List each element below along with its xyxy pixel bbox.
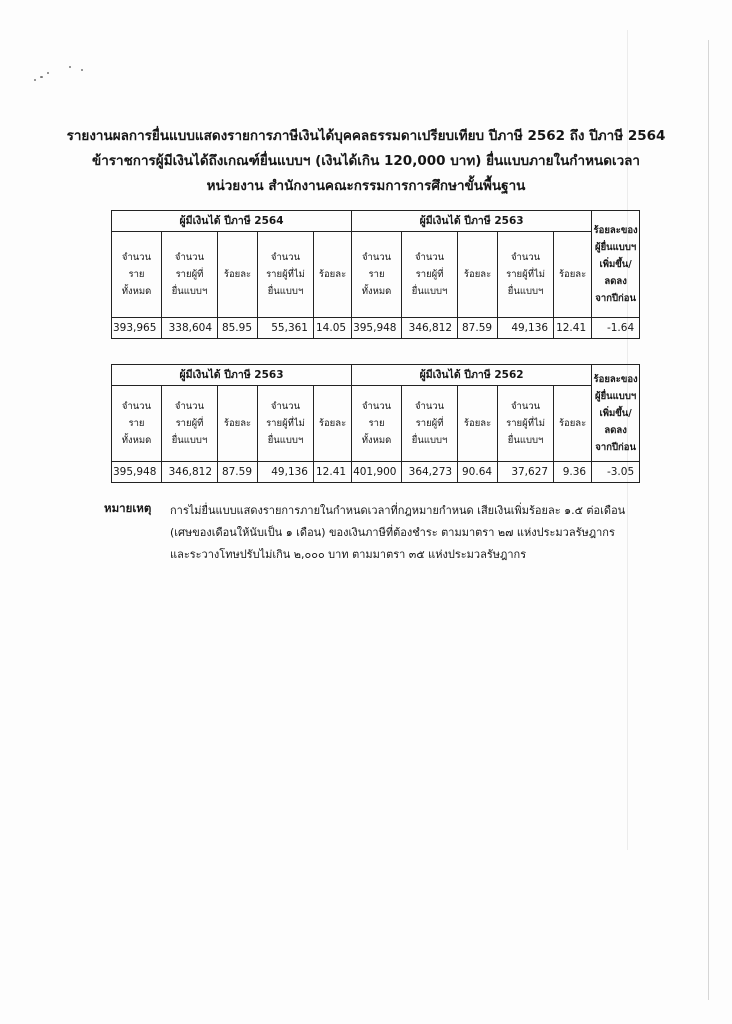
scan-speck: [40, 76, 43, 78]
cell-total-previous: 395,948: [352, 318, 402, 339]
table-group-header-row: [112, 365, 640, 386]
cell-not-filed-current: 55,361: [258, 318, 314, 339]
group-header-current-year: ผู้มีเงินได้ ปีภาษี 2564: [112, 211, 352, 232]
header-total-count: จำนวน ราย ทั้งหมด: [352, 386, 402, 462]
header-not-filed-percent: ร้อยละ: [314, 386, 352, 462]
cell-not-filed-previous: 37,627: [498, 462, 554, 483]
header-not-filed-count: จำนวน รายผู้ที่ไม่ ยื่นแบบฯ: [258, 386, 314, 462]
cell-percent-change: -3.05: [592, 462, 640, 483]
scan-speck: [69, 66, 71, 68]
header-filed-count: จำนวน รายผู้ที่ ยื่นแบบฯ: [162, 386, 218, 462]
note-label: หมายเหตุ: [104, 501, 152, 515]
cell-total-current: 395,948: [112, 462, 162, 483]
cell-filed-percent-previous: 90.64: [458, 462, 498, 483]
header-not-filed-count: จำนวน รายผู้ที่ไม่ ยื่นแบบฯ: [258, 232, 314, 318]
header-filed-percent: ร้อยละ: [458, 386, 498, 462]
header-filed-percent: ร้อยละ: [218, 386, 258, 462]
report-title-line-3: หน่วยงาน สำนักงานคณะกรรมการการศึกษาขั้นพื้นฐาน: [206, 178, 526, 194]
group-header-previous-year: ผู้มีเงินได้ ปีภาษี 2562: [352, 365, 592, 386]
cell-total-previous: 401,900: [352, 462, 402, 483]
group-header-previous-year: ผู้มีเงินได้ ปีภาษี 2563: [352, 211, 592, 232]
table-row: [112, 318, 640, 339]
header-total-count: จำนวน ราย ทั้งหมด: [352, 232, 402, 318]
scan-speck: [34, 79, 36, 81]
cell-not-filed-previous: 49,136: [498, 318, 554, 339]
cell-percent-change: -1.64: [592, 318, 640, 339]
group-header-current-year: ผู้มีเงินได้ ปีภาษี 2563: [112, 365, 352, 386]
header-not-filed-percent: ร้อยละ: [314, 232, 352, 318]
header-filed-percent: ร้อยละ: [458, 232, 498, 318]
note-line-1: การไม่ยื่นแบบแสดงรายการภายในกำหนดเวลาที่กฎหมายกำหนด เสียเงินเพิ่มร้อยละ ๑.๕ ต่อเดือน: [170, 504, 626, 517]
note-line-3: และระวางโทษปรับไม่เกิน ๒,๐๐๐ บาท ตามมาตรา ๓๕ แห่งประมวลรัษฎากร: [170, 548, 527, 561]
header-filed-count: จำนวน รายผู้ที่ ยื่นแบบฯ: [402, 232, 458, 318]
cell-filed-percent-current: 85.95: [218, 318, 258, 339]
cell-filed-current: 338,604: [162, 318, 218, 339]
table-column-header-row: [112, 232, 640, 318]
table-group-header-row: [112, 211, 640, 232]
comparison-table-2564-2563: [111, 210, 640, 339]
header-percent-change: ร้อยละของ ผู้ยื่นแบบฯ เพิ่มขึ้น/ ลดลง จากปีก่อน: [592, 211, 640, 318]
note-line-2: (เศษของเดือนให้นับเป็น ๑ เดือน) ของเงินภาษีที่ต้องชำระ ตามมาตรา ๒๗ แห่งประมวลรัษฎากร: [170, 526, 615, 539]
header-not-filed-percent: ร้อยละ: [554, 386, 592, 462]
comparison-table-2563-2562: [111, 364, 640, 483]
header-percent-change: ร้อยละของ ผู้ยื่นแบบฯ เพิ่มขึ้น/ ลดลง จากปีก่อน: [592, 365, 640, 462]
report-title-line-2: ข้าราชการผู้มีเงินได้ถึงเกณฑ์ยื่นแบบฯ (เงินได้เกิน 120,000 บาท) ยื่นแบบภายในกำหนดเวลา: [91, 153, 641, 169]
cell-filed-previous: 364,273: [402, 462, 458, 483]
cell-filed-percent-current: 87.59: [218, 462, 258, 483]
report-title-line-1: รายงานผลการยื่นแบบแสดงรายการภาษีเงินได้บุคคลธรรมดาเปรียบเทียบ ปีภาษี 2562 ถึง ปีภาษี 2564: [66, 128, 666, 144]
header-total-count: จำนวน ราย ทั้งหมด: [112, 386, 162, 462]
cell-total-current: 393,965: [112, 318, 162, 339]
header-filed-count: จำนวน รายผู้ที่ ยื่นแบบฯ: [162, 232, 218, 318]
cell-not-filed-percent-previous: 12.41: [554, 318, 592, 339]
header-not-filed-count: จำนวน รายผู้ที่ไม่ ยื่นแบบฯ: [498, 232, 554, 318]
header-total-count: จำนวน ราย ทั้งหมด: [112, 232, 162, 318]
table-row: [112, 462, 640, 483]
scan-speck: [47, 72, 49, 74]
cell-not-filed-current: 49,136: [258, 462, 314, 483]
scan-speck: [81, 69, 83, 71]
header-not-filed-percent: ร้อยละ: [554, 232, 592, 318]
cell-not-filed-percent-current: 14.05: [314, 318, 352, 339]
cell-filed-current: 346,812: [162, 462, 218, 483]
header-not-filed-count: จำนวน รายผู้ที่ไม่ ยื่นแบบฯ: [498, 386, 554, 462]
cell-not-filed-percent-current: 12.41: [314, 462, 352, 483]
table-column-header-row: [112, 386, 640, 462]
header-filed-count: จำนวน รายผู้ที่ ยื่นแบบฯ: [402, 386, 458, 462]
cell-filed-percent-previous: 87.59: [458, 318, 498, 339]
header-filed-percent: ร้อยละ: [218, 232, 258, 318]
cell-not-filed-percent-previous: 9.36: [554, 462, 592, 483]
cell-filed-previous: 346,812: [402, 318, 458, 339]
